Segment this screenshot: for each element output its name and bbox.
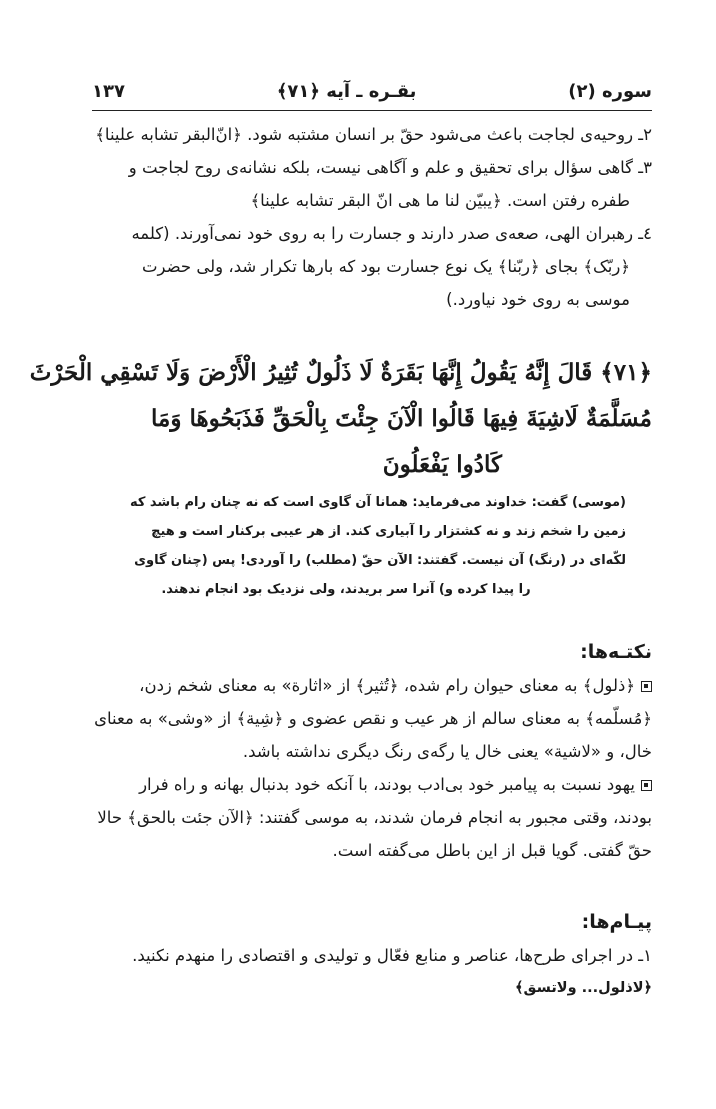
page-header bbox=[92, 74, 652, 108]
verse-line: كَادُوا يَفْعَلُونَ bbox=[382, 451, 502, 478]
intro-line: طفره رفتن است. ﴿یبیّن لنا ما هی انّ البقر تشابه علینا﴾ bbox=[250, 191, 630, 210]
messages-heading: پیـام‌ها: bbox=[581, 911, 652, 933]
note-line bbox=[62, 768, 652, 801]
quran-verse bbox=[29, 350, 652, 488]
bullet-square-icon bbox=[641, 780, 652, 791]
intro-line: ﴿ربّک﴾ بجای ﴿ربّنا﴾ یک نوع جسارت بود که بارها تکرار شد، ولی حضرت bbox=[141, 257, 630, 276]
translation-line: لکّه‌ای در (رنگ) آن نیست. گفتند: الآن حقّ (مطلب) را آوردی! پس (چنان گاوی bbox=[134, 553, 626, 568]
note-line bbox=[62, 669, 652, 702]
notes-heading: نکتـه‌ها: bbox=[580, 641, 652, 663]
note-line: حقّ گفتی. گویا قبل از این باطل می‌گفته است. bbox=[332, 841, 652, 860]
verse-line: مُسَلَّمَةٌ لَاشِيَةَ فِيهَا قَالُوا الْآنَ جِئْتَ بِالْحَقِّ فَذَبَحُوهَا وَمَا bbox=[151, 405, 652, 432]
note-line: خال، و «لاشیة» یعنی خال یا رگه‌ی رنگ دیگری نداشته باشد. bbox=[242, 742, 652, 761]
intro-line: ۳ـ گاهی سؤال برای تحقیق و علم و آگاهی نیست، بلکه نشانه‌ی روح لجاجت و bbox=[128, 158, 652, 177]
page-number: ۱۳۷ bbox=[92, 80, 125, 102]
intro-line: موسی به روی خود نیاورد.) bbox=[446, 290, 630, 309]
header-divider bbox=[92, 110, 652, 111]
bullet-square-icon bbox=[641, 681, 652, 692]
intro-line: ۲ـ روحیه‌ی لجاجت باعث می‌شود حقّ بر انسان مشتبه شود. ﴿انّ‌البقر تشابه علینا﴾ bbox=[95, 125, 652, 144]
intro-points bbox=[62, 118, 652, 316]
translation-line: (موسی) گفت: خداوند می‌فرماید: همانا آن گاوی است که نه چنان رام باشد که bbox=[129, 495, 626, 510]
message-line: ۱ـ در اجرای طرح‌ها، عناصر و منابع فعّال و تولیدی و اقتصادی را منهدم نکنید. bbox=[132, 946, 652, 965]
message-reference: ﴿لاذلول... ولاتسق﴾ bbox=[515, 980, 652, 996]
note-text: ﴿ذلول﴾ به معنای حیوان رام شده، ﴿تُثیر﴾ از «اثارة» به معنای شخم زدن، bbox=[139, 676, 635, 695]
translation-line: را پیدا کرده و) آنرا سر بریدند، ولی نزدیک بود انجام ندهند. bbox=[161, 582, 531, 597]
surah-label: سوره (۲) bbox=[568, 80, 652, 102]
note-line: ﴿مُسلّمه﴾ به معنای سالم از هر عیب و نقص عضوی و ﴿شِیة﴾ از «وشی» به معنای bbox=[94, 709, 652, 728]
messages-section bbox=[62, 906, 652, 1005]
verse-translation bbox=[66, 488, 626, 604]
notes-section bbox=[62, 636, 652, 867]
note-text: یهود نسبت به پیامبر خود بی‌ادب بودند، با آنکه خود بدنبال بهانه و راه فرار bbox=[139, 775, 635, 794]
note-line: بودند، وقتی مجبور به انجام فرمان شدند، به موسی گفتند: ﴿الآن جئت بالحق﴾ حالا bbox=[97, 808, 652, 827]
verse-line: ﴿۷۱﴾ قَالَ إِنَّهُ يَقُولُ إِنَّهَا بَقَرَةٌ لَا ذَلُولٌ تُثِيرُ الْأَرْضَ وَلَا تَسْقِي الْحَرْثَ bbox=[29, 359, 652, 386]
intro-line: ٤ـ رهبران الهی، صعه‌ی صدر دارند و جسارت را به روی خود نمی‌آورند. (کلمه bbox=[131, 224, 652, 243]
translation-line: زمین را شخم زند و نه کشتزار را آبیاری کند. از هر عیبی برکنار است و هیچ bbox=[151, 524, 626, 539]
section-label: بقـره ـ آیه ﴿۷۱﴾ bbox=[276, 80, 417, 102]
